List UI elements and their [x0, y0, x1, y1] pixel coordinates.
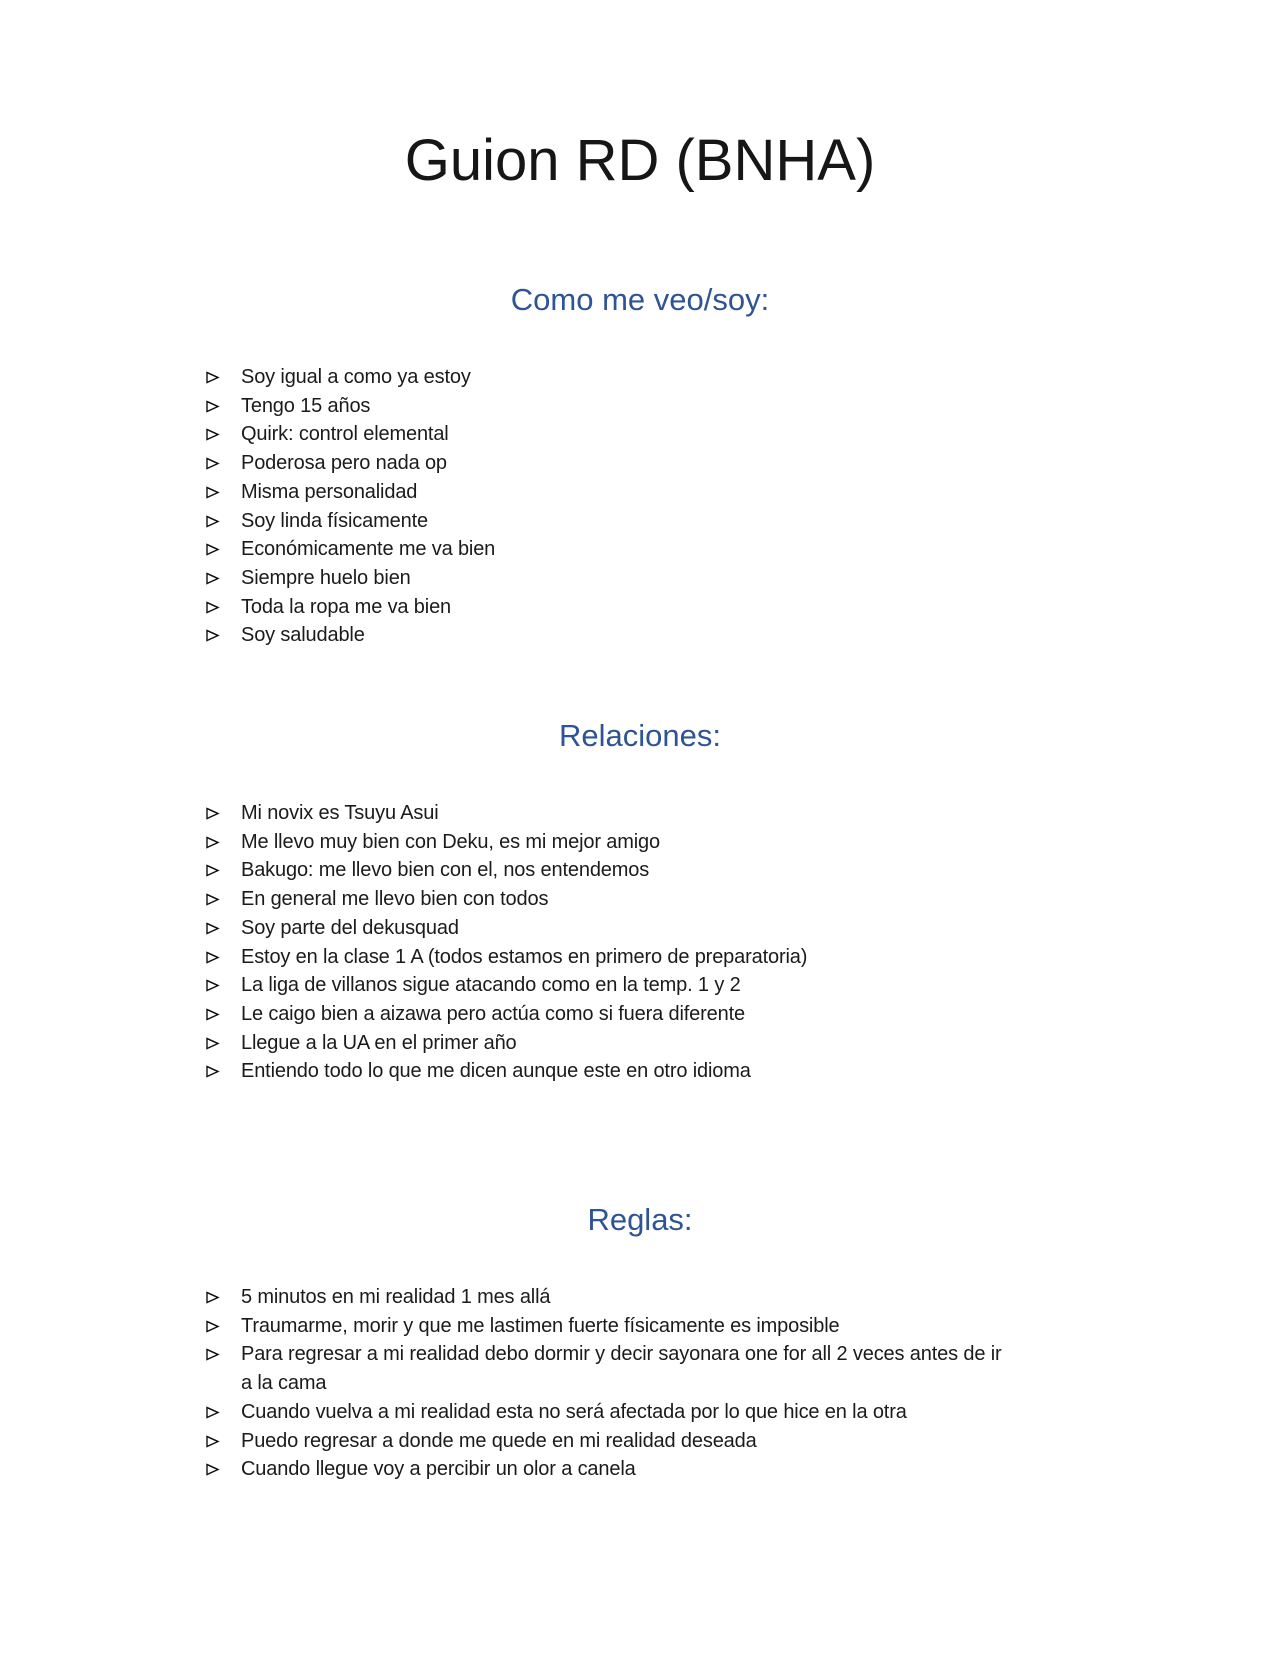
arrow-bullet-icon [205, 863, 220, 878]
list-item [205, 1427, 1005, 1456]
arrow-bullet-icon [205, 427, 220, 442]
arrow-bullet-icon [205, 1290, 220, 1305]
list-item-text: Para regresar a mi realidad debo dormir y decir sayonara one for all 2 veces antes de ir a la cama [241, 1343, 1002, 1395]
arrow-bullet-icon [205, 1007, 220, 1022]
list-item [205, 1312, 1005, 1341]
list-item [205, 478, 1005, 507]
document-section [0, 716, 1280, 1086]
arrow-bullet-icon [205, 1434, 220, 1449]
list-item-text: Me llevo muy bien con Deku, es mi mejor amigo [241, 830, 660, 853]
list-item [205, 535, 1005, 564]
arrow-bullet-icon [205, 1347, 220, 1362]
arrow-bullet-icon [205, 1036, 220, 1051]
list-item-text: Mi novix es Tsuyu Asui [241, 802, 439, 825]
arrow-bullet-icon [205, 485, 220, 500]
list-item-text: En general me llevo bien con todos [241, 888, 549, 911]
arrow-bullet-icon [205, 921, 220, 936]
arrow-bullet-icon [205, 1064, 220, 1079]
section-heading: Como me veo/soy: [510, 282, 770, 317]
bullet-list [205, 799, 1005, 1086]
list-item-text: Toda la ropa me va bien [241, 595, 452, 618]
list-item [205, 449, 1005, 478]
arrow-bullet-icon [205, 1462, 220, 1477]
list-item [205, 856, 1005, 885]
list-item-text: Bakugo: me llevo bien con el, nos entendemos [241, 859, 650, 882]
list-item-text: Soy igual a como ya estoy [241, 366, 471, 388]
arrow-bullet-icon [205, 806, 220, 821]
arrow-bullet-icon [205, 1405, 220, 1420]
bullet-list [205, 1283, 1005, 1484]
list-item [205, 420, 1005, 449]
list-item [205, 593, 1005, 622]
list-item-text: Estoy en la clase 1 A (todos estamos en primero de preparatoria) [241, 945, 808, 968]
arrow-bullet-icon [205, 892, 220, 907]
list-item [205, 363, 1005, 392]
document-body [0, 280, 1280, 1484]
list-item [205, 885, 1005, 914]
bullet-list [205, 363, 1005, 650]
list-item [205, 507, 1005, 536]
list-item-text: 5 minutos en mi realidad 1 mes allá [241, 1286, 551, 1309]
arrow-bullet-icon [205, 571, 220, 586]
arrow-bullet-icon [205, 542, 220, 557]
list-item [205, 1398, 1005, 1427]
section-heading: Relaciones: [559, 718, 721, 754]
list-item-text: Soy parte del dekusquad [241, 916, 459, 939]
document-section [0, 280, 1280, 650]
arrow-bullet-icon [205, 456, 220, 471]
list-item [205, 392, 1005, 421]
arrow-bullet-icon [205, 628, 220, 643]
section-heading: Reglas: [587, 1202, 693, 1238]
list-item [205, 1000, 1005, 1029]
arrow-bullet-icon [205, 514, 220, 529]
list-item-text: Soy saludable [241, 624, 365, 647]
arrow-bullet-icon [205, 399, 220, 414]
arrow-bullet-icon [205, 950, 220, 965]
list-item-text: Poderosa pero nada op [241, 452, 447, 475]
arrow-bullet-icon [205, 978, 220, 993]
list-item-text: Tengo 15 años [241, 394, 371, 417]
arrow-bullet-icon [205, 600, 220, 615]
arrow-bullet-icon [205, 1319, 220, 1334]
list-item-text: Puedo regresar a donde me quede en mi realidad deseada [241, 1429, 757, 1452]
list-item [205, 971, 1005, 1000]
list-item [205, 621, 1005, 650]
list-item-text: Siempre huelo bien [241, 566, 411, 589]
list-item [205, 1057, 1005, 1086]
list-item [205, 828, 1005, 857]
list-item-text: Cuando vuelva a mi realidad esta no será afectada por lo que hice en la otra [241, 1400, 907, 1423]
list-item [205, 799, 1005, 828]
list-item [205, 564, 1005, 593]
list-item-text: Entiendo todo lo que me dicen aunque este en otro idioma [241, 1060, 751, 1083]
list-item-text: Le caigo bien a aizawa pero actúa como si fuera diferente [241, 1002, 745, 1025]
list-item-text: Llegue a la UA en el primer año [241, 1031, 517, 1054]
list-item [205, 1029, 1005, 1058]
list-item-text: Cuando llegue voy a percibir un olor a canela [241, 1458, 636, 1481]
list-item-text: Quirk: control elemental [241, 423, 449, 446]
arrow-bullet-icon [205, 370, 220, 385]
list-item-text: La liga de villanos sigue atacando como en la temp. 1 y 2 [241, 974, 741, 997]
list-item [205, 914, 1005, 943]
list-item [205, 943, 1005, 972]
arrow-bullet-icon [205, 835, 220, 850]
list-item-text: Económicamente me va bien [241, 538, 496, 561]
document-section [0, 1200, 1280, 1484]
list-item-text: Misma personalidad [241, 480, 418, 503]
list-item [205, 1283, 1005, 1312]
list-item-text: Traumarme, morir y que me lastimen fuerte físicamente es imposible [241, 1314, 840, 1337]
list-item [205, 1455, 1005, 1484]
list-item-text: Soy linda físicamente [241, 509, 428, 532]
list-item [205, 1340, 1005, 1397]
document-title: Guion RD (BNHA) [404, 128, 876, 193]
